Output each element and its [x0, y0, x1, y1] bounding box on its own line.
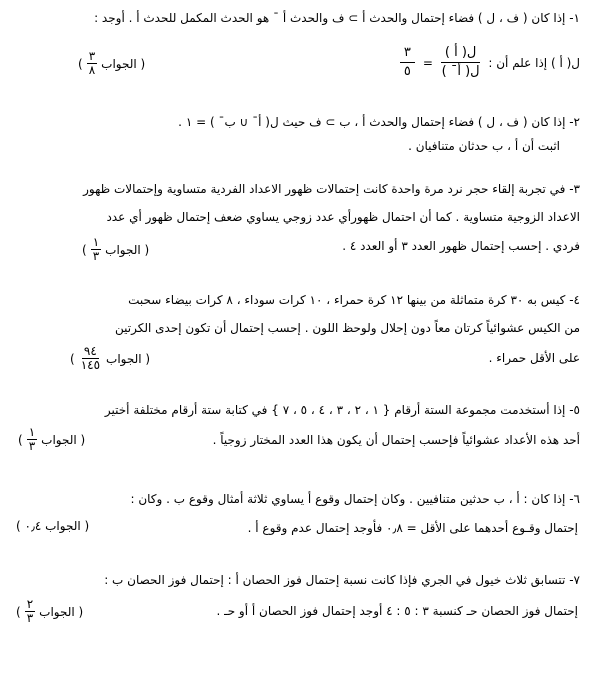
q1-lhs-fraction	[441, 44, 480, 81]
q5-line1: ٥- إذا أستخدمت مجموعة الستة أرقام { ١ ، ٢ ، ٣ ، ٤ ، ٥ ، ٧ } في كتابة ستة أرقام مختلفة أختير	[104, 403, 580, 417]
q3-line3: فردي . إحسب إحتمال ظهور العدد ٣ أو العدد ٤ .	[342, 239, 580, 253]
q7-answer-label: ( الجواب	[39, 604, 84, 619]
q3-answer	[82, 236, 149, 263]
q7-answer-numerator: ٢	[26, 597, 34, 611]
q1-rhs-fraction	[400, 44, 415, 81]
q4-answer	[70, 345, 150, 372]
q1-line1: ١- إذا كان ( ف ، ل ) فضاء إحتمال والحدث أ ⊃ ف والحدث أ ¯ هو الحدث المكمل للحدث أ . أوجد :	[94, 11, 580, 25]
q6-line2: إحتمال وقـوع أحدهما على الأقل = ٠٫٨ فأوجد إحتمال عدم وقوع أ .	[247, 521, 578, 535]
q4-answer-close: )	[70, 351, 75, 366]
q2-line2: اثبت أن أ ، ب حدثان متنافيان .	[408, 139, 560, 153]
q7-answer-fraction	[25, 598, 35, 625]
q1-lhs-numerator: ل( أ )	[441, 44, 480, 63]
q1-answer-label: ( الجواب	[101, 56, 146, 71]
q4-line1: ٤- كيس به ٣٠ كرة متماثلة من بينها ١٢ كرة حمراء ، ١٠ كرات سوداء ، ٨ كرات بيضاء سحبت	[128, 293, 580, 307]
q5-answer-label: ( الجواب	[41, 432, 86, 447]
q5-answer-close: )	[18, 432, 23, 447]
q4-answer-numerator: ٩٤	[83, 344, 97, 358]
q1-answer-close: )	[78, 56, 83, 71]
q3-answer-denominator: ٣	[92, 249, 100, 263]
q5-answer	[18, 426, 85, 453]
q1-answer-fraction	[87, 50, 97, 77]
q4-line2: من الكيس عشوائياً كرتان معاً دون إحلال ولوحظ اللون . إحسب إحتمال أن تكون إحدى الكرتين	[114, 321, 580, 335]
q4-answer-fraction	[79, 345, 102, 372]
q3-answer-label: ( الجواب	[105, 242, 150, 257]
q4-answer-denominator: ١٤٥	[80, 358, 101, 372]
q6-answer: ( الجواب ٠٫٤ )	[16, 519, 90, 533]
q1-prefix: ل( أ ) إذا علم أن :	[488, 55, 580, 70]
q7-answer-close: )	[16, 604, 21, 619]
q3-answer-fraction	[91, 236, 101, 263]
q1-equals: =	[422, 55, 433, 70]
q4-line3: على الأقل حمراء .	[488, 351, 580, 365]
q3-line2: الاعداد الزوجية متساوية . كما أن احتمال ظهورأي عدد زوجي يساوي ضعف إحتمال ظهور أي عدد	[106, 210, 580, 224]
q1-rhs-numerator: ٣	[400, 44, 415, 63]
q4-answer-label: ( الجواب	[106, 351, 151, 366]
q1-lhs-denominator: ل( أ¯ )	[441, 64, 480, 79]
q3-answer-numerator: ١	[92, 235, 100, 249]
q1-answer-denominator: ٨	[88, 63, 96, 77]
q7-line1: ٧- تتسابق ثلاث خيول في الجري فإذا كانت نسبة إحتمال فوز الحصان أ : إحتمال فوز الحصان ب :	[104, 573, 580, 587]
q5-answer-denominator: ٣	[28, 439, 36, 453]
q6-line1: ٦- إذا كان : أ ، ب حدثين متنافيين . وكان إحتمال وقوع أ يساوي ثلاثة أمثال وقوع ب . وكان :	[130, 492, 580, 506]
q1-answer	[78, 50, 145, 77]
q1-answer-numerator: ٣	[88, 49, 96, 63]
q7-answer	[16, 598, 83, 625]
q3-line1: ٣- في تجربة إلقاء حجر نرد مرة واحدة كانت إحتمالات ظهور الاعداد الفردية متساوية وإحتمالات ظهور	[83, 182, 580, 196]
q3-answer-close: )	[82, 242, 87, 257]
q1-equation	[400, 44, 580, 81]
q1-rhs-denominator: ٥	[403, 64, 411, 79]
q5-line2: أحد هذه الأعداد عشوائياً فإحسب إحتمال أن يكون هذا العدد المختار زوجياً .	[212, 433, 580, 447]
q7-line2: إحتمال فوز الحصان حـ كنسبة ٣ : ٥ : ٤ أوجد إحتمال فوز الحصان أ أو حـ .	[216, 604, 578, 618]
q2-line1: ٢- إذا كان ( ف ، ل ) فضاء إحتمال والحدث أ ، ب ⊃ ف حيث ل( أ¯ ∪ ب¯ ) = ١ .	[178, 115, 580, 129]
q5-answer-numerator: ١	[28, 425, 36, 439]
q7-answer-denominator: ٣	[26, 611, 34, 625]
q5-answer-fraction	[27, 426, 37, 453]
